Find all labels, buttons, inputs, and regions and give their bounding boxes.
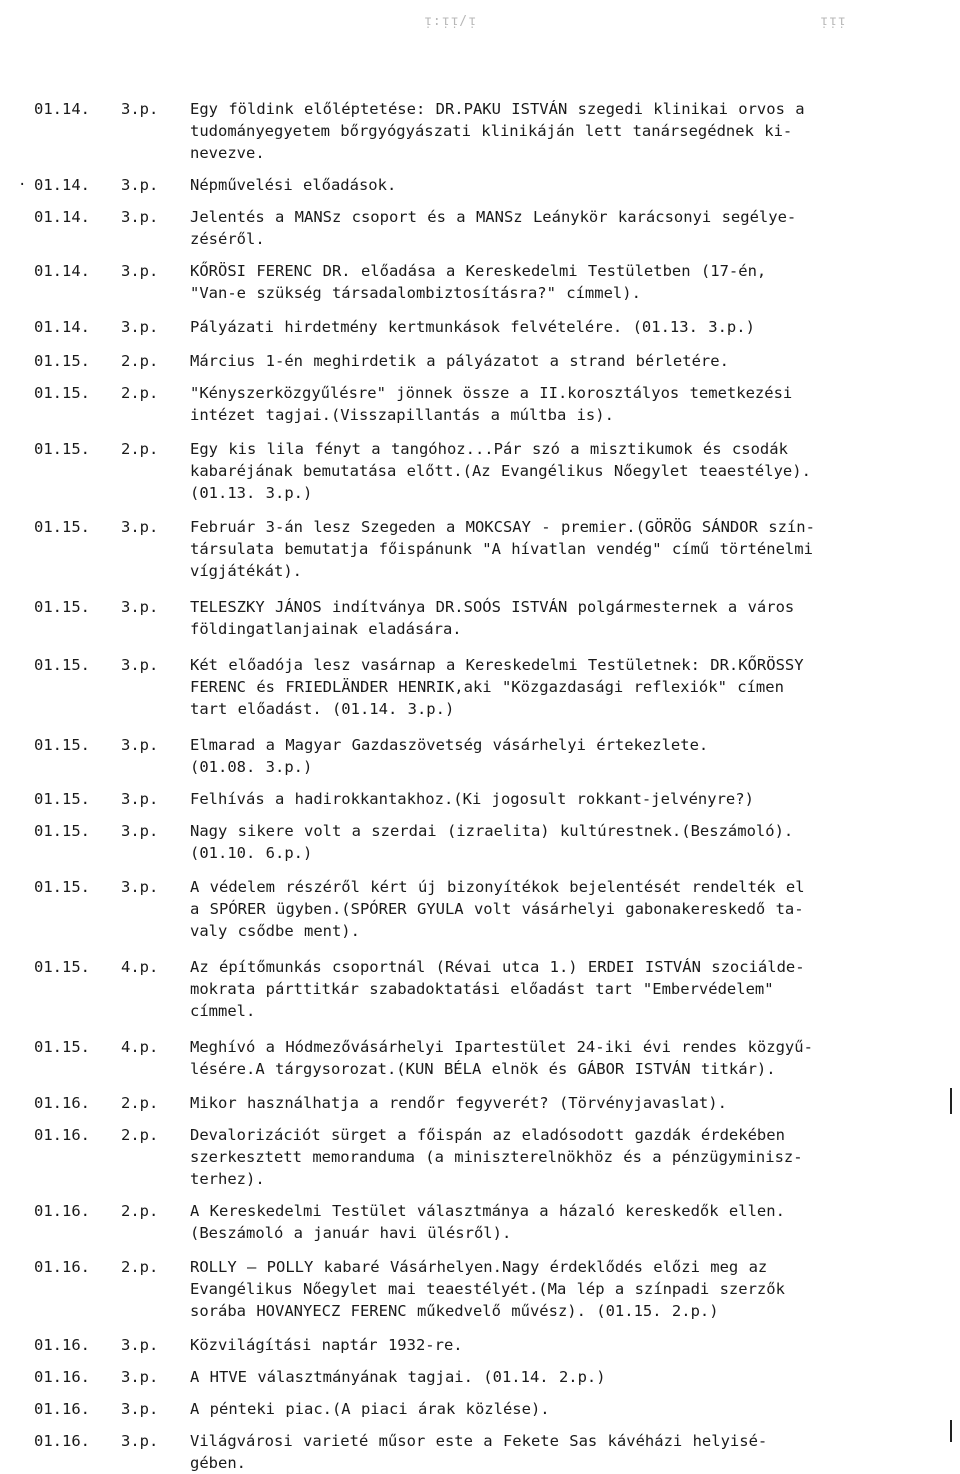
entry-text-line: Pályázati hirdetmény kertmunkások felvételére. (01.13. 3.p.) <box>190 318 755 336</box>
entry-date: 01.15. <box>34 440 90 458</box>
index-entry <box>0 956 960 1022</box>
entry-text-line: (01.08. 3.p.) <box>190 758 313 776</box>
header-mark-right: ᴉᴉᴉ <box>820 14 847 29</box>
entry-date: 01.16. <box>34 1126 90 1144</box>
entry-page: 3.p. <box>121 1400 159 1418</box>
header-mark-left: ᴉ:ᴉᴉ/ᴉ <box>424 14 477 29</box>
entry-text-line: a SPÓRER ügyben.(SPÓRER GYULA volt vásárhelyi gabonakereskedő ta- <box>190 900 804 918</box>
entry-text-line: Jelentés a MANSz csoport és a MANSz Leánykör karácsonyi segélye- <box>190 208 797 226</box>
entry-page: 4.p. <box>121 1038 159 1056</box>
entry-text <box>190 438 938 504</box>
entry-text-line: kabaréjának bemutatása előtt.(Az Evangélikus Nőegylet teaestélye). <box>190 462 811 480</box>
index-entry <box>0 1092 960 1114</box>
index-entry <box>0 734 960 778</box>
index-entry <box>0 788 960 810</box>
entry-page: 4.p. <box>121 958 159 976</box>
index-entry <box>0 1200 960 1244</box>
entry-text <box>190 1124 938 1190</box>
entry-text <box>190 260 938 304</box>
index-entry <box>0 876 960 942</box>
entry-text <box>190 1256 938 1322</box>
entry-date: 01.16. <box>34 1400 90 1418</box>
entry-text <box>190 206 938 250</box>
entry-text-line: KŐRÖSI FERENC DR. előadása a Kereskedelmi Testületben (17-én, <box>190 262 767 280</box>
entry-text-line: A HTVE választmányának tagjai. (01.14. 2.p.) <box>190 1368 606 1386</box>
index-entry <box>0 350 960 372</box>
entry-text-line: Egy kis lila fényt a tangóhoz...Pár szó a misztikumok és csodák <box>190 440 788 458</box>
entry-date: 01.15. <box>34 656 90 674</box>
entry-text-line: Népművelési előadások. <box>190 176 397 194</box>
entry-date: 01.15. <box>34 598 90 616</box>
index-entry <box>0 260 960 304</box>
entry-page: 3.p. <box>121 1432 159 1450</box>
entry-text-line: Mikor használhatja a rendőr fegyverét? (Törvényjavaslat). <box>190 1094 727 1112</box>
entry-text-line: A pénteki piac.(A piaci árak közlése). <box>190 1400 550 1418</box>
entry-text <box>190 734 938 778</box>
entry-page: 3.p. <box>121 736 159 754</box>
index-entry <box>0 438 960 504</box>
entry-text <box>190 1398 938 1420</box>
index-entry <box>0 1366 960 1388</box>
entry-text <box>190 1200 938 1244</box>
index-entry <box>0 1036 960 1080</box>
index-entry <box>0 1256 960 1322</box>
entry-text-line: Közvilágítási naptár 1932-re. <box>190 1336 463 1354</box>
entry-page: 3.p. <box>121 176 159 194</box>
entry-text-line: zéséről. <box>190 230 265 248</box>
index-entry <box>0 1430 960 1474</box>
index-entry <box>0 98 960 164</box>
entry-page: 3.p. <box>121 518 159 536</box>
entry-text-line: terhez). <box>190 1170 265 1188</box>
entry-text-line: (Beszámoló a január havi ülésről). <box>190 1224 512 1242</box>
entry-text-line: Két előadója lesz vasárnap a Kereskedelmi Testületnek: DR.KŐRÖSSY <box>190 656 804 674</box>
entry-text <box>190 876 938 942</box>
entry-text <box>190 956 938 1022</box>
margin-dot: · <box>18 177 27 193</box>
entry-text-line: Devalorizációt sürget a főispán az eladósodott gazdák érdekében <box>190 1126 785 1144</box>
entry-page: 3.p. <box>121 878 159 896</box>
entry-text-line: tudományegyetem bőrgyógyászati klinikáján lett tanársegédnek ki- <box>190 122 793 140</box>
entry-date: 01.16. <box>34 1202 90 1220</box>
index-entry <box>0 1124 960 1190</box>
entry-text-line: tart előadást. (01.14. 3.p.) <box>190 700 455 718</box>
entry-text <box>190 1430 938 1474</box>
entry-text-line: Egy földink előléptetése: DR.PAKU ISTVÁN szegedi klinikai orvos a <box>190 100 805 118</box>
entry-date: 01.14. <box>34 208 90 226</box>
entry-text-line: TELESZKY JÁNOS indítványa DR.SOÓS ISTVÁN polgármesternek a város <box>190 598 795 616</box>
entry-text <box>190 350 938 372</box>
entry-text <box>190 1036 938 1080</box>
entry-page: 2.p. <box>121 1094 159 1112</box>
entry-date: 01.15. <box>34 958 90 976</box>
entry-date: 01.15. <box>34 822 90 840</box>
entry-text-line: gében. <box>190 1454 246 1472</box>
entry-text-line: szerkesztett memoranduma (a miniszterelnökhöz és a pénzügyminisz- <box>190 1148 803 1166</box>
entry-date: 01.14. <box>34 100 90 118</box>
entry-page: 3.p. <box>121 262 159 280</box>
entry-text <box>190 788 938 810</box>
entry-page: 3.p. <box>121 822 159 840</box>
entry-text-line: intézet tagjai.(Visszapillantás a múltba is). <box>190 406 614 424</box>
entry-page: 3.p. <box>121 656 159 674</box>
entry-date: 01.15. <box>34 518 90 536</box>
index-entry <box>0 382 960 426</box>
index-entry <box>0 820 960 864</box>
entry-text <box>190 1366 938 1388</box>
entry-text-line: Elmarad a Magyar Gazdaszövetség vásárhelyi értekezlete. <box>190 736 709 754</box>
entry-page: 2.p. <box>121 352 159 370</box>
entry-page: 2.p. <box>121 1202 159 1220</box>
entry-text <box>190 596 938 640</box>
index-entry <box>0 316 960 338</box>
entry-text <box>190 1334 938 1356</box>
entry-text-line: Az építőmunkás csoportnál (Révai utca 1.) ERDEI ISTVÁN szociálde- <box>190 958 805 976</box>
entry-page: 3.p. <box>121 208 159 226</box>
entry-text-line: Február 3-án lesz Szegeden a MOKCSAY - premier.(GÖRÖG SÁNDOR szín- <box>190 518 815 536</box>
entry-text-line: ROLLY — POLLY kabaré Vásárhelyen.Nagy érdeklődés előzi meg az <box>190 1258 768 1276</box>
entry-text-line: földingatlanjainak eladására. <box>190 620 462 638</box>
entry-text-line: "Kényszerközgyűlésre" jönnek össze a II.korosztályos temetkezési <box>190 384 793 402</box>
index-entry <box>0 174 960 196</box>
entry-text-line: lésére.A tárgysorozat.(KUN BÉLA elnök és GÁBOR ISTVÁN titkár). <box>190 1060 776 1078</box>
entry-page: 2.p. <box>121 1126 159 1144</box>
entry-date: 01.15. <box>34 384 90 402</box>
entry-date: 01.15. <box>34 352 90 370</box>
entry-date: 01.16. <box>34 1432 90 1450</box>
entry-text <box>190 316 938 338</box>
entry-page: 2.p. <box>121 384 159 402</box>
entry-text-line: Világvárosi varieté műsor este a Fekete Sas kávéházi helyisé- <box>190 1432 768 1450</box>
entry-text <box>190 516 938 582</box>
entry-text <box>190 654 938 720</box>
margin-mark <box>950 1420 952 1442</box>
entry-text-line: (01.10. 6.p.) <box>190 844 313 862</box>
entry-date: 01.16. <box>34 1094 90 1112</box>
entry-text-line: vígjátékát). <box>190 562 302 580</box>
entry-text-line: társulata bemutatja főispánunk "A hívatlan vendég" című történelmi <box>190 540 813 558</box>
entry-text-line: valy csődbe ment). <box>190 922 360 940</box>
index-entry <box>0 1398 960 1420</box>
entry-text-line: "Van-e szükség társadalombiztosításra?" címmel). <box>190 284 641 302</box>
entry-date: 01.14. <box>34 318 90 336</box>
entry-page: 3.p. <box>121 1336 159 1354</box>
entry-text <box>190 820 938 864</box>
entry-page: 3.p. <box>121 790 159 808</box>
index-entry <box>0 516 960 582</box>
entry-text-line: A Kereskedelmi Testület választmánya a házaló kereskedők ellen. <box>190 1202 785 1220</box>
entry-text-line: mokrata párttitkár szabadoktatási előadást tart "Embervédelem" <box>190 980 774 998</box>
index-entry <box>0 654 960 720</box>
index-entry <box>0 206 960 250</box>
entry-date: 01.15. <box>34 878 90 896</box>
index-entry <box>0 596 960 640</box>
entry-page: 3.p. <box>121 318 159 336</box>
entry-date: 01.15. <box>34 736 90 754</box>
entry-date: 01.15. <box>34 1038 90 1056</box>
entry-date: 01.16. <box>34 1368 90 1386</box>
entry-date: 01.16. <box>34 1258 90 1276</box>
entry-text <box>190 382 938 426</box>
entry-page: 3.p. <box>121 598 159 616</box>
entry-date: 01.14. <box>34 176 90 194</box>
index-entry-list <box>0 88 960 1474</box>
entry-text-line: sorába HOVANYECZ FERENC műkedvelő művész). (01.15. 2.p.) <box>190 1302 719 1320</box>
entry-page: 3.p. <box>121 1368 159 1386</box>
entry-text-line: nevezve. <box>190 144 265 162</box>
entry-date: 01.14. <box>34 262 90 280</box>
entry-page: 3.p. <box>121 100 159 118</box>
entry-text-line: A védelem részéről kért új bizonyítékok bejelentését rendelték el <box>190 878 805 896</box>
entry-text-line: címmel. <box>190 1002 256 1020</box>
entry-page: 2.p. <box>121 440 159 458</box>
entry-text-line: Március 1-én meghirdetik a pályázatot a strand bérletére. <box>190 352 729 370</box>
entry-text <box>190 1092 938 1114</box>
entry-text <box>190 174 938 196</box>
entry-text-line: Felhívás a hadirokkantakhoz.(Ki jogosult rokkant-jelvényre?) <box>190 790 754 808</box>
entry-text-line: (01.13. 3.p.) <box>190 484 313 502</box>
index-entry <box>0 1334 960 1356</box>
entry-text-line: Meghívó a Hódmezővásárhelyi Ipartestület 24-iki évi rendes közgyű- <box>190 1038 813 1056</box>
margin-mark <box>950 1088 952 1114</box>
entry-page: 2.p. <box>121 1258 159 1276</box>
entry-date: 01.15. <box>34 790 90 808</box>
entry-date: 01.16. <box>34 1336 90 1354</box>
page-header-marks <box>0 14 960 38</box>
entry-text <box>190 98 938 164</box>
entry-text-line: Evangélikus Nőegylet mai teaestélyét.(Ma lép a színpadi szerzők <box>190 1280 785 1298</box>
entry-text-line: FERENC és FRIEDLÄNDER HENRIK,aki "Közgazdasági reflexiók" címen <box>190 678 784 696</box>
entry-text-line: Nagy sikere volt a szerdai (izraelita) kultúrestnek.(Beszámoló). <box>190 822 794 840</box>
